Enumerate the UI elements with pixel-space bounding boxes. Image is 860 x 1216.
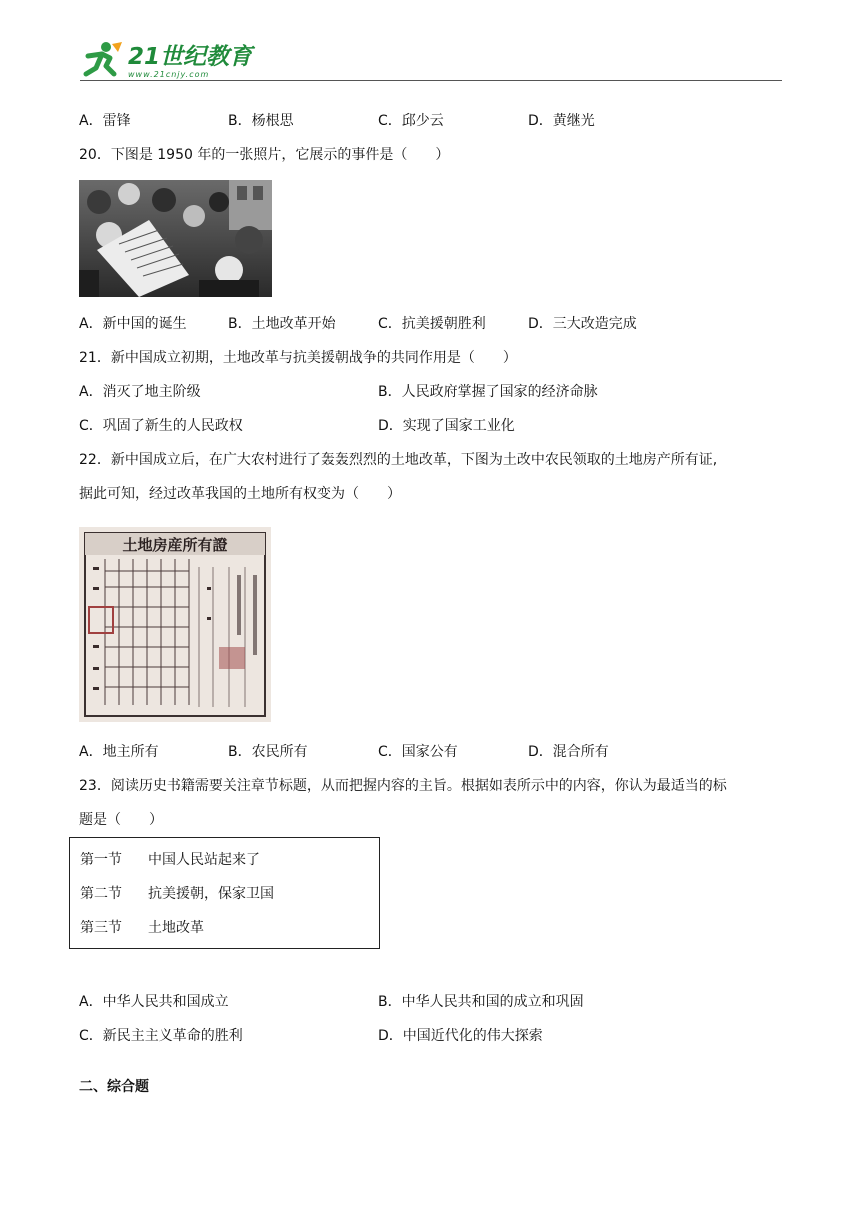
header-divider — [80, 80, 782, 81]
q19-option-d[interactable]: D．黄继光 — [528, 113, 595, 129]
q22-stem-line1: 22．新中国成立后，在广大农村进行了轰轰烈烈的土地改革，下图为土改中农民领取的土地房产所有证, — [79, 452, 718, 468]
site-logo — [80, 38, 252, 80]
q21-option-c[interactable]: C．巩固了新生的人民政权 — [79, 418, 243, 434]
q20-option-b[interactable]: B．土地改革开始 — [228, 316, 336, 332]
crowd-photo-image — [79, 180, 272, 297]
certificate-title: 土地房産所有證 — [122, 536, 228, 554]
q22-option-a[interactable]: A．地主所有 — [79, 744, 159, 760]
toc-row — [80, 850, 260, 870]
q20-option-c[interactable]: C．抗美援朝胜利 — [378, 316, 486, 332]
toc-section-title: 中国人民站起来了 — [148, 852, 260, 868]
toc-section-title: 抗美援朝，保家卫国 — [148, 886, 274, 902]
q23-option-a[interactable]: A．中华人民共和国成立 — [79, 994, 229, 1010]
q22-option-c[interactable]: C．国家公有 — [378, 744, 458, 760]
q19-option-b[interactable]: B．杨根思 — [228, 113, 294, 129]
q20-photo — [79, 180, 272, 297]
q23-stem-line2: 题是（ ） — [79, 812, 163, 828]
q21-stem: 21．新中国成立初期，土地改革与抗美援朝战争的共同作用是（ ） — [79, 350, 517, 366]
q23-option-d[interactable]: D．中国近代化的伟大探索 — [378, 1028, 543, 1044]
q22-option-d[interactable]: D．混合所有 — [528, 744, 609, 760]
runner-logo-icon — [80, 40, 124, 80]
q21-option-b[interactable]: B．人民政府掌握了国家的经济命脉 — [378, 384, 598, 400]
land-certificate-image — [79, 527, 271, 722]
toc-section-number: 第三节 — [80, 920, 122, 936]
q22-stem-line2: 据此可知，经过改革我国的土地所有权变为（ ） — [79, 486, 401, 502]
toc-row — [80, 884, 274, 904]
q19-option-a[interactable]: A．雷锋 — [79, 113, 131, 129]
q21-option-a[interactable]: A．消灭了地主阶级 — [79, 384, 201, 400]
q19-option-c[interactable]: C．邱少云 — [378, 113, 444, 129]
q20-option-a[interactable]: A．新中国的诞生 — [79, 316, 187, 332]
toc-section-number: 第一节 — [80, 852, 122, 868]
q23-option-b[interactable]: B．中华人民共和国的成立和巩固 — [378, 994, 584, 1010]
q23-chapter-table — [69, 837, 380, 949]
q21-option-d[interactable]: D．实现了国家工业化 — [378, 418, 515, 434]
q20-stem: 20．下图是 1950 年的一张照片，它展示的事件是（ ） — [79, 147, 450, 163]
logo-text: 21世纪教育 — [128, 44, 253, 70]
q20-option-d[interactable]: D．三大改造完成 — [528, 316, 637, 332]
q23-option-c[interactable]: C．新民主主义革命的胜利 — [79, 1028, 243, 1044]
q22-certificate-image — [79, 527, 271, 722]
toc-section-title: 土地改革 — [148, 920, 204, 936]
logo-url: www.21cnjy.com — [128, 70, 210, 79]
toc-row — [80, 918, 204, 938]
q23-stem-line1: 23．阅读历史书籍需要关注章节标题，从而把握内容的主旨。根据如表所示中的内容，你认为最适当的标 — [79, 778, 727, 794]
section-heading: 二、综合题 — [79, 1079, 149, 1095]
toc-section-number: 第二节 — [80, 886, 122, 902]
q22-option-b[interactable]: B．农民所有 — [228, 744, 308, 760]
